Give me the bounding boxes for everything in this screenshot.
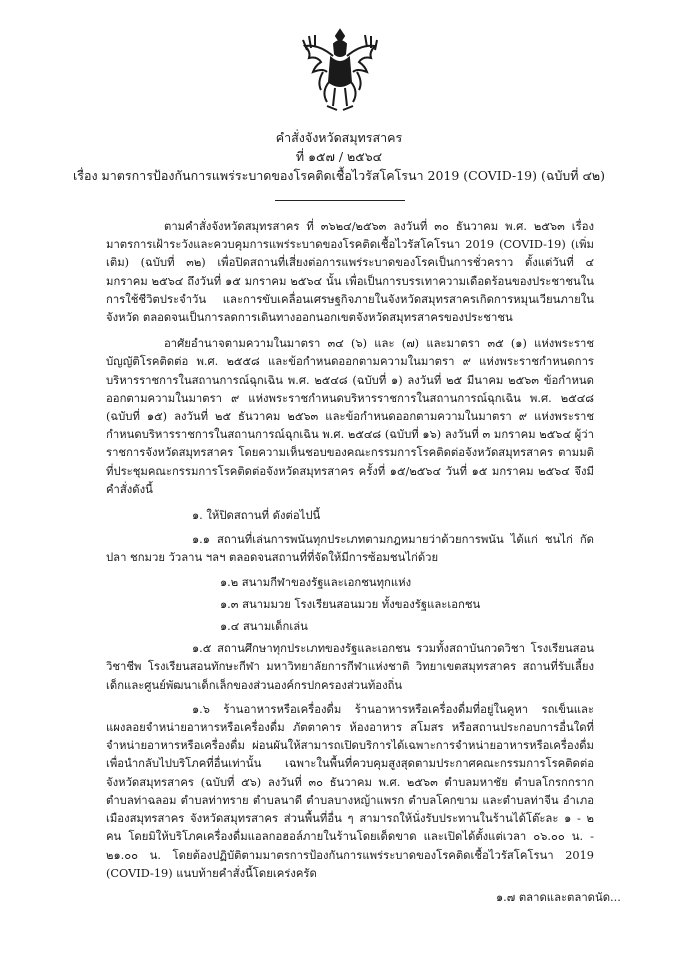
item-1-2: ๑.๒ สนามกีฬาของรัฐและเอกชนทุกแห่ง — [220, 575, 412, 589]
order-title: คำสั่งจังหวัดสมุทรสาคร — [275, 130, 403, 145]
section-1-heading: ๑. ให้ปิดสถานที่ ดังต่อไปนี้ — [192, 509, 321, 523]
paragraph-authority: อาศัยอำนาจตามความในมาตรา ๓๔ (๖) และ (๗) และมาตรา ๓๕ (๑) แห่งพระราชบัญญัติโรคติดต่อ พ.ศ. ๒๕๕๘ และข้อกำหนดออกตามความในมาตรา ๙ แห่งพระราชกำหนดการบริหารราชการในสถานการณ์ฉุกเฉิน พ.ศ. ๒๕๔๘ (ฉบับที่ ๑) ลงวันที่ ๒๕ มีนาคม ๒๕๖๓ ข้อกำหนดออกตามความในมาตรา ๙ แห่งพระราชกำหนดบริหารราชการในสถานการณ์ฉุกเฉิน พ.ศ. ๒๕๔๘ (ฉบับที่ ๑๕) ลงวันที่ ๒๕ ธันวาคม ๒๕๖๓ และข้อกำหนดออกตามความในมาตรา ๙ แห่งพระราชกำหนดบริหารราชการในสถานการณ์ฉุกเฉิน พ.ศ. ๒๕๔๘ (ฉบับที่ ๑๖) ลงวันที่ ๓ มกราคม ๒๕๖๔ ผู้ว่าราชการจังหวัดสมุทรสาคร โดยความเห็นชอบของคณะกรรมการโรคติดต่อจังหวัดสมุทรสาคร ตามมติที่ประชุมคณะกรรมการโรคติดต่อจังหวัดสมุทรสาคร ครั้งที่ ๑๕/๒๕๖๔ วันที่ ๑๕ มกราคม ๒๕๖๔ จึงมีคำสั่งดังนี้ — [106, 337, 594, 496]
item-1-1: ๑.๑ สถานที่เล่นการพนันทุกประเภทตามกฎหมายว่าด้วยการพนัน ได้แก่ ชนไก่ กัดปลา ชกมวย วัวลาน ฯลฯ ตลอดจนสถานที่ที่จัดให้มีการซ้อมชนไก่ด้วย — [106, 533, 594, 565]
paragraph-background: ตามคำสั่งจังหวัดสมุทรสาคร ที่ ๓๖๒๔/๒๕๖๓ ลงวันที่ ๓๐ ธันวาคม พ.ศ. ๒๕๖๓ เรื่อง มาตรการเฝ้าระวังและควบคุมการแพร่ระบาดของโรคติดเชื้อไวรัสโคโรนา 2019 (COVID-19) (เพิ่มเติม) (ฉบับที่ ๓๒) เพื่อปิดสถานที่เสี่ยงต่อการแพร่ระบาดของโรคเป็นการชั่วคราว ตั้งแต่วันที่ ๔ มกราคม ๒๕๖๔ ถึงวันที่ ๑๕ มกราคม ๒๕๖๔ นั้น เพื่อเป็นการบรรเทาความเดือดร้อนของประชาชนในการใช้ชีวิตประจำวัน และการขับเคลื่อนเศรษฐกิจภายในจังหวัดสมุทรสาครเกิดการหมุนเวียนภายในจังหวัด ตลอดจนเป็นการลดการเดินทางออกนอกเขตจังหวัดสมุทรสาครของประชาชน — [106, 220, 594, 325]
document-body — [106, 218, 621, 907]
garuda-emblem-icon — [297, 26, 383, 114]
item-1-6: ๑.๖ ร้านอาหารหรือเครื่องดื่ม ร้านอาหารหรือเครื่องดื่มที่อยู่ในคูหา รถเข็นและแผงลอยจำหน่ายอาหารหรือเครื่องดื่ม ภัตตาคาร ห้องอาหาร สโมสร หรือสถานประกอบการอื่นใดที่จำหน่ายอาหารหรือเครื่องดื่ม ผ่อนผันให้สามารถเปิดบริการได้เฉพาะการจำหน่ายอาหารหรือเครื่องดื่มเพื่อนำกลับไปบริโภคที่อื่นเท่านั้น เฉพาะในพื้นที่ควบคุมสูงสุดตามประกาศคณะกรรมการโรคติดต่อจังหวัดสมุทรสาคร (ฉบับที่ ๕๖) ลงวันที่ ๓๐ ธันวาคม พ.ศ. ๒๕๖๓ ตำบลมหาชัย ตำบลโกรกกราก ตำบลท่าฉลอม ตำบลท่าทราย ตำบลนาดี ตำบลบางหญ้าแพรก ตำบลโคกขาม และตำบลท่าจีน อำเภอเมืองสมุทรสาคร จังหวัดสมุทรสาคร ส่วนพื้นที่อื่น ๆ สามารถให้นั่งรับประทานในร้านได้โต๊ะละ ๑ - ๒ คน โดยมิให้บริโภคเครื่องดื่มแอลกอฮอล์ภายในร้านโดยเด็ดขาด และเปิดได้ตั้งแต่เวลา ๐๖.๐๐ น. - ๒๑.๐๐ น. โดยต้องปฏิบัติตามมาตรการป้องกันการแพร่ระบาดของโรคติดเชื้อไวรัสโคโรนา 2019 (COVID-19) แนบท้ายคำสั่งนี้โดยเคร่งครัด — [106, 702, 594, 880]
item-1-3: ๑.๓ สนามมวย โรงเรียนสอนมวย ทั้งของรัฐและเอกชน — [220, 597, 481, 611]
item-1-7-continued: ๑.๗ ตลาดและตลาดนัด... — [496, 890, 621, 904]
order-number: ที่ ๑๕๗ / ๒๕๖๔ — [295, 149, 383, 164]
order-subject: เรื่อง มาตรการป้องกันการแพร่ระบาดของโรคติดเชื้อไวรัสโคโรนา 2019 (COVID-19) (ฉบับที่ ๔๒) — [72, 168, 606, 183]
item-1-4: ๑.๔ สนามเด็กเล่น — [220, 620, 308, 634]
document-header — [0, 128, 678, 185]
header-divider — [275, 200, 405, 201]
item-1-5: ๑.๕ สถานศึกษาทุกประเภทของรัฐและเอกชน รวมทั้งสถาบันกวดวิชา โรงเรียนสอนวิชาชีพ โรงเรียนสอนทักษะกีฬา มหาวิทยาลัยการกีฬาแห่งชาติ วิทยาเขตสมุทรสาคร สถานที่รับเลี้ยงเด็กและศูนย์พัฒนาเด็กเล็กของส่วนองค์กรปกครองส่วนท้องถิ่น — [106, 642, 594, 692]
